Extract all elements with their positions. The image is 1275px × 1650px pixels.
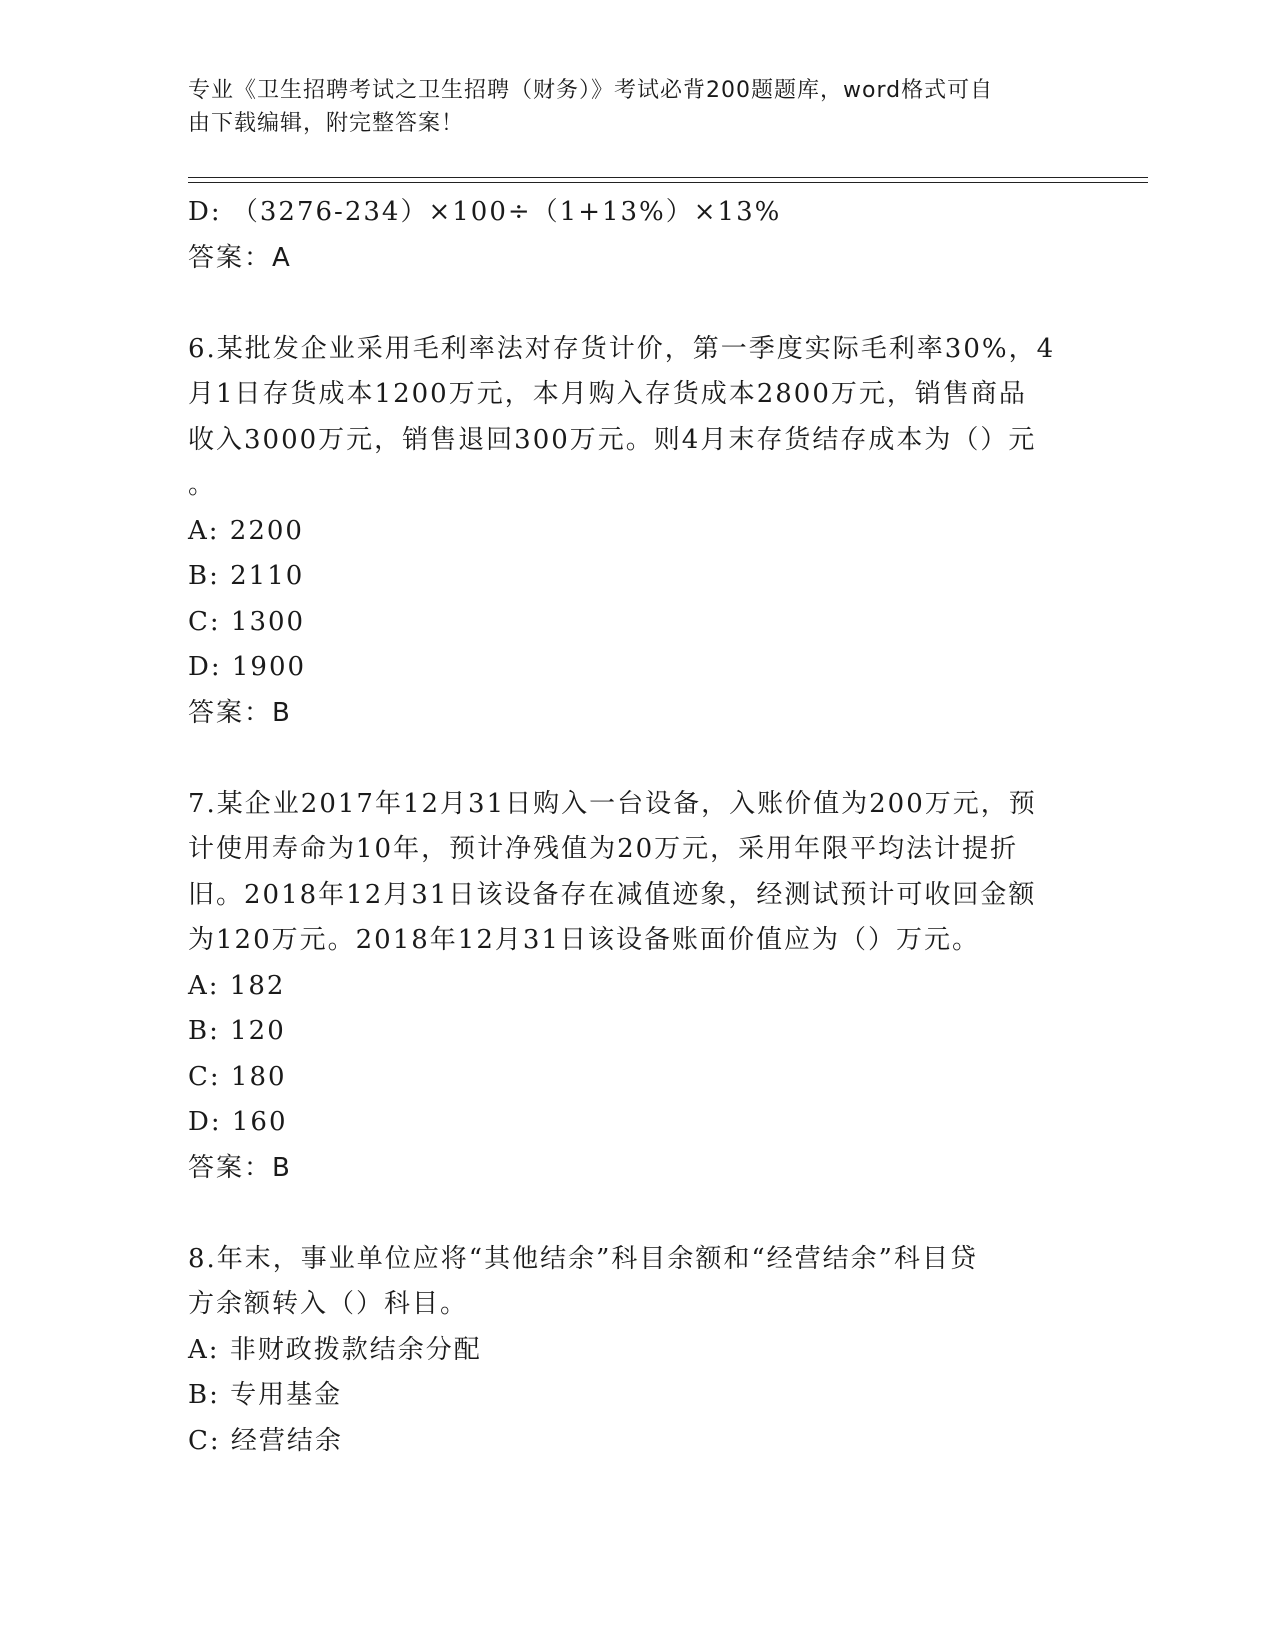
question-7-answer: 答案：B (188, 1152, 292, 1183)
question-6-line-1: 6.某批发企业采用毛利率法对存货计价，第一季度实际毛利率30%，4 (188, 333, 1056, 364)
spacer (188, 281, 1068, 327)
prev-answer: 答案：A (188, 242, 292, 273)
question-content (188, 190, 1068, 1464)
question-8 (188, 1237, 1068, 1465)
question-6-option-a: A: 2200 (188, 515, 304, 546)
question-6-option-d: D: 1900 (188, 652, 307, 682)
question-8-line-2: 方余额转入（）科目。 (188, 1289, 469, 1319)
question-7-option-b: B: 120 (188, 1016, 286, 1046)
question-7-option-d: D: 160 (188, 1107, 288, 1137)
question-7-line-2: 计使用寿命为10年，预计净残值为20万元，采用年限平均法计提折 (188, 834, 1019, 864)
question-6-answer: 答案：B (188, 697, 292, 728)
spacer (188, 736, 1068, 782)
header-line-1: 专业《卫生招聘考试之卫生招聘（财务）》考试必背200题题库，word格式可自 (188, 78, 994, 103)
header-divider-top (188, 177, 1148, 178)
question-8-option-c: C: 经营结余 (188, 1425, 343, 1456)
question-6-line-3: 收入3000万元，销售退回300万元。则4月末存货结存成本为（）元 (188, 424, 1037, 455)
header-line-2: 由下载编辑，附完整答案！ (188, 111, 465, 136)
spacer (188, 1191, 1068, 1237)
question-7-line-3: 旧。2018年12月31日该设备存在减值迹象，经测试预计可收回金额 (188, 879, 1037, 910)
question-8-option-a: A: 非财政拨款结余分配 (188, 1334, 482, 1365)
prev-option-d: D: （3276-234）×100÷（1+13%）×13% (188, 197, 782, 227)
question-6-line-4: 。 (188, 470, 217, 500)
header-divider-bottom (188, 182, 1148, 183)
question-8-line-1: 8.年末，事业单位应将“其他结余”科目余额和“经营结余”科目贷 (188, 1243, 978, 1274)
question-7-line-4: 为120万元。2018年12月31日该设备账面价值应为（）万元。 (188, 925, 980, 955)
question-7 (188, 782, 1068, 1192)
question-7-option-a: A: 182 (188, 970, 286, 1001)
question-6-line-2: 月1日存货成本1200万元，本月购入存货成本2800万元，销售商品 (188, 379, 1027, 409)
question-7-line-1: 7.某企业2017年12月31日购入一台设备，入账价值为200万元，预 (188, 788, 1037, 819)
question-8-option-b: B: 专用基金 (188, 1380, 343, 1410)
question-6-option-b: B: 2110 (188, 561, 305, 591)
document-header (188, 74, 1068, 140)
question-7-option-c: C: 180 (188, 1061, 287, 1092)
question-6-option-c: C: 1300 (188, 606, 306, 637)
question-6 (188, 327, 1068, 737)
